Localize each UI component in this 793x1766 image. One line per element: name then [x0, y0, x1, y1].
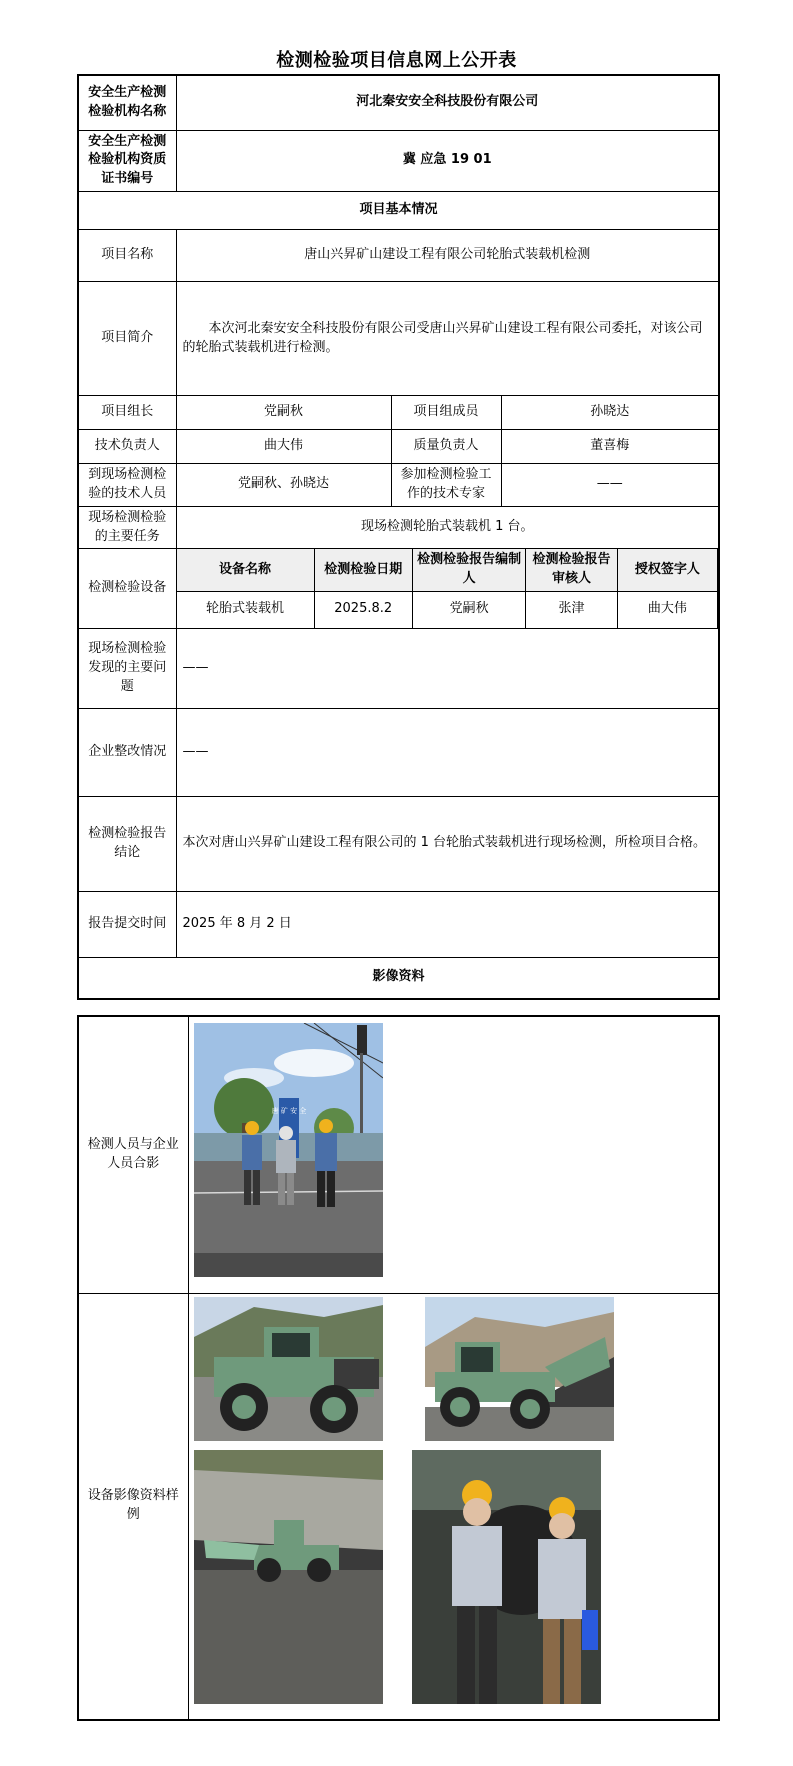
leader-value: 党嗣秋 — [176, 396, 391, 430]
info-table — [77, 74, 720, 1000]
equipment-header: 检测检验日期 — [314, 549, 412, 591]
task-label: 现场检测检验的主要任务 — [78, 506, 176, 549]
equipment-header: 授权签字人 — [617, 549, 717, 591]
equipment-cell: 党嗣秋 — [412, 592, 525, 628]
group-photo-label: 检测人员与企业人员合影 — [78, 1016, 188, 1293]
cert-label: 安全生产检测检验机构资质证书编号 — [78, 130, 176, 192]
equipment-header: 设备名称 — [177, 549, 315, 591]
sign-text: 唐 矿 安 全 — [271, 1107, 307, 1115]
section-basic-heading: 项目基本情况 — [78, 192, 719, 230]
loader-photo — [194, 1450, 383, 1704]
conclusion-label: 检测检验报告结论 — [78, 796, 176, 891]
equipment-cell: 曲大伟 — [617, 592, 717, 628]
org-name-label: 安全生产检测检验机构名称 — [78, 75, 176, 130]
task-value: 现场检测轮胎式装载机 1 台。 — [176, 506, 719, 549]
page-title: 检测检验项目信息网上公开表 — [276, 50, 517, 71]
submit-time-label: 报告提交时间 — [78, 891, 176, 957]
expert-value: —— — [501, 464, 719, 507]
project-intro-label: 项目简介 — [78, 282, 176, 396]
quality-value: 董喜梅 — [501, 430, 719, 464]
equipment-header: 检测检验报告编制人 — [412, 549, 525, 591]
project-intro-value: 本次河北秦安安全科技股份有限公司受唐山兴昇矿山建设工程有限公司委托，对该公司的轮胎式装载机进行检测。 — [176, 282, 719, 396]
equipment-header: 检测检验报告审核人 — [526, 549, 617, 591]
site-staff-value: 党嗣秋、孙晓达 — [176, 464, 391, 507]
inspectors-photo — [412, 1450, 601, 1704]
project-name-value: 唐山兴昇矿山建设工程有限公司轮胎式装载机检测 — [176, 230, 719, 282]
images-table — [77, 1015, 720, 1721]
member-label: 项目组成员 — [391, 396, 501, 430]
submit-time-value: 2025 年 8 月 2 日 — [176, 891, 719, 957]
problems-label: 现场检测检验发现的主要问题 — [78, 628, 176, 708]
equipment-header-row — [177, 549, 718, 591]
cert-value: 冀 应急 19 01 — [176, 130, 719, 192]
leader-label: 项目组长 — [78, 396, 176, 430]
equipment-cell: 张津 — [526, 592, 617, 628]
org-name-value: 河北秦安安全科技股份有限公司 — [176, 75, 719, 130]
loader-photo — [425, 1297, 614, 1441]
loader-photo — [194, 1297, 383, 1441]
rectify-value: —— — [176, 708, 719, 796]
equipment-table — [177, 549, 719, 627]
group-photo — [194, 1023, 383, 1277]
equipment-photos-label: 设备影像资料样例 — [78, 1293, 188, 1720]
equipment-label: 检测检验设备 — [78, 549, 176, 628]
equipment-cell: 2025.8.2 — [314, 592, 412, 628]
quality-label: 质量负责人 — [391, 430, 501, 464]
conclusion-value: 本次对唐山兴昇矿山建设工程有限公司的 1 台轮胎式装载机进行现场检测，所检项目合格。 — [176, 796, 719, 891]
project-name-label: 项目名称 — [78, 230, 176, 282]
site-staff-label: 到现场检测检验的技术人员 — [78, 464, 176, 507]
expert-label: 参加检测检验工作的技术专家 — [391, 464, 501, 507]
rectify-label: 企业整改情况 — [78, 708, 176, 796]
tech-label: 技术负责人 — [78, 430, 176, 464]
problems-value: —— — [176, 628, 719, 708]
section-images-heading: 影像资料 — [78, 957, 719, 999]
tech-value: 曲大伟 — [176, 430, 391, 464]
equipment-cell: 轮胎式装载机 — [177, 592, 315, 628]
equipment-row — [177, 592, 718, 628]
member-value: 孙晓达 — [501, 396, 719, 430]
